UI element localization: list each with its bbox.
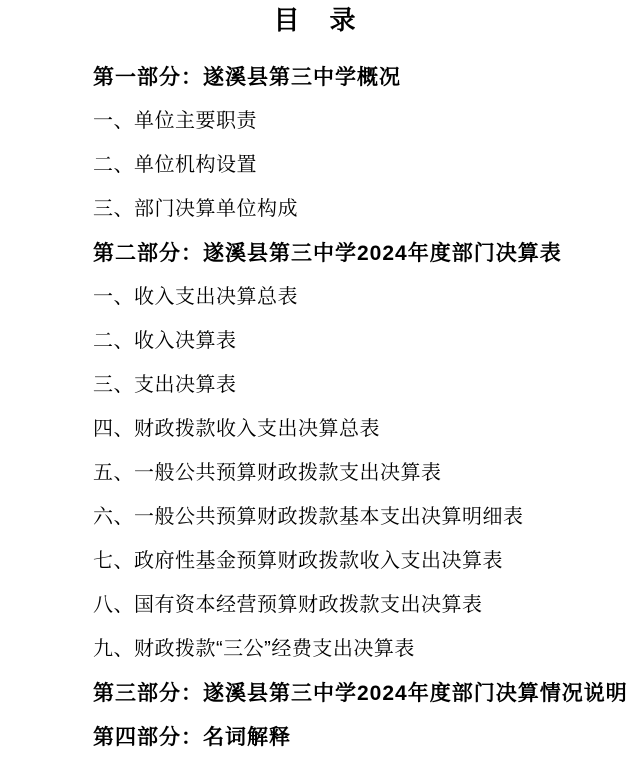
toc-part-heading: 第三部分：遂溪县第三中学2024年度部门决算情况说明: [93, 682, 628, 705]
toc-part-heading: 第四部分：名词解释: [93, 726, 291, 749]
toc-entry: 四、财政拨款收入支出决算总表: [93, 418, 380, 440]
toc-entry: 七、政府性基金预算财政拨款收入支出决算表: [93, 550, 503, 572]
toc-entry: 六、一般公共预算财政拨款基本支出决算明细表: [93, 506, 524, 528]
toc-entry: 一、单位主要职责: [93, 110, 257, 132]
table-of-contents: [93, 65, 631, 769]
page-title: 目 录: [273, 5, 358, 35]
toc-entry: 三、支出决算表: [93, 374, 237, 396]
toc-entry: 一、收入支出决算总表: [93, 286, 298, 308]
toc-entry: 五、一般公共预算财政拨款支出决算表: [93, 462, 442, 484]
toc-entry: 九、财政拨款“三公”经费支出决算表: [93, 638, 415, 660]
toc-entry: 二、单位机构设置: [93, 154, 257, 176]
toc-entry: 二、收入决算表: [93, 330, 237, 352]
toc-part-heading: 第一部分：遂溪县第三中学概况: [93, 66, 401, 89]
toc-entry: 八、国有资本经营预算财政拨款支出决算表: [93, 594, 483, 616]
toc-part-heading: 第二部分：遂溪县第三中学2024年度部门决算表: [93, 242, 562, 265]
toc-entry: 三、部门决算单位构成: [93, 198, 298, 220]
